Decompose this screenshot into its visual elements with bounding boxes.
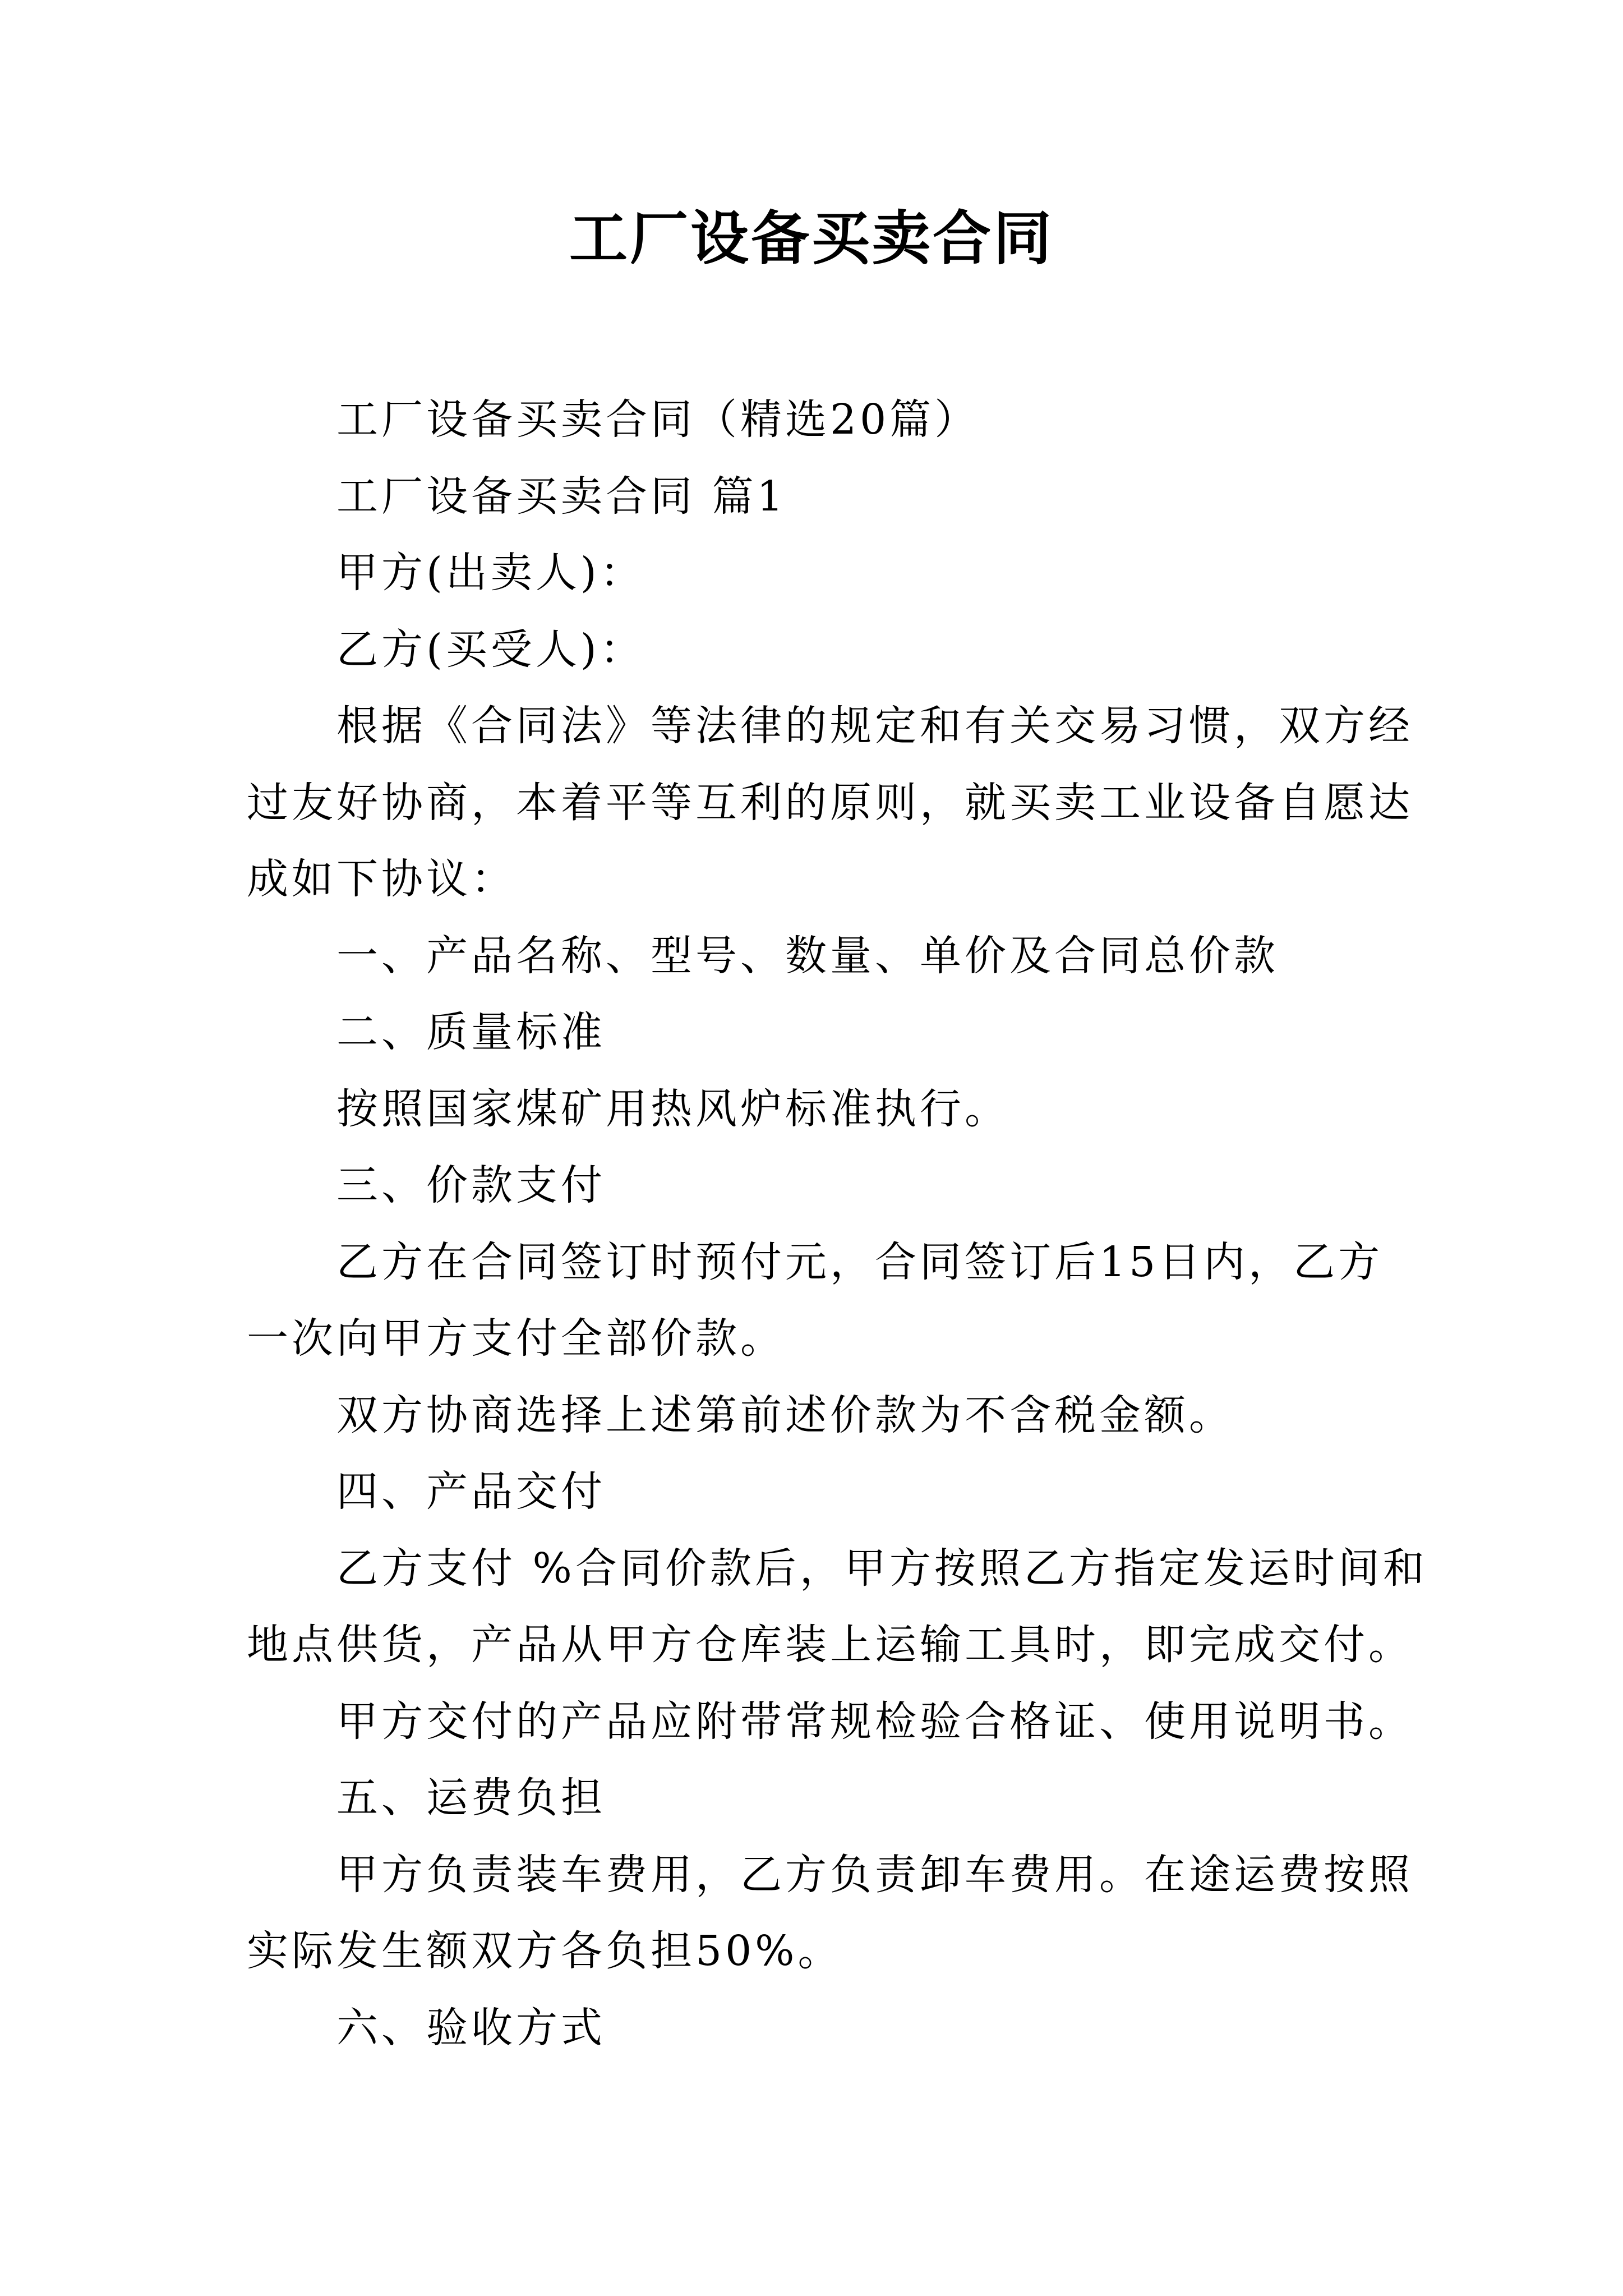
paragraph-line: 四、产品交付 (336, 1467, 606, 1516)
paragraph-line: 一、产品名称、型号、数量、单价及合同总价款 (336, 931, 1279, 980)
paragraph-line: 二、质量标准 (336, 1008, 606, 1056)
document-title: 工厂设备买卖合同 (569, 204, 1054, 273)
paragraph-line: 甲方(出卖人)： (336, 549, 645, 597)
paragraph-line: 根据《合同法》等法律的规定和有关交易习惯，双方经 (336, 702, 1413, 750)
paragraph-line: 成如下协议： (247, 855, 516, 903)
paragraph-line: 乙方(买受人)： (336, 625, 645, 674)
paragraph-line: 六、验收方式 (336, 2003, 606, 2052)
paragraph-line: 过友好协商，本着平等互利的原则，就买卖工业设备自愿达 (247, 778, 1413, 827)
paragraph-line: 双方协商选择上述第前述价款为不含税金额。 (336, 1391, 1234, 1439)
paragraph-line: 甲方交付的产品应附带常规检验合格证、使用说明书。 (336, 1697, 1413, 1746)
paragraph-line: 实际发生额双方各负担50%。 (247, 1927, 843, 1975)
paragraph-line: 甲方负责装车费用，乙方负责卸车费用。在途运费按照 (336, 1850, 1413, 1899)
paragraph-line: 一次向甲方支付全部价款。 (247, 1314, 785, 1363)
paragraph-line: 乙方支付 %合同价款后，甲方按照乙方指定发运时间和 (336, 1544, 1428, 1593)
paragraph-line: 工厂设备买卖合同（精选20篇） (336, 395, 980, 444)
paragraph-line: 乙方在合同签订时预付元，合同签订后15日内，乙方 (336, 1237, 1384, 1286)
paragraph-line: 地点供货，产品从甲方仓库装上运输工具时，即完成交付。 (247, 1621, 1413, 1669)
paragraph-line: 三、价款支付 (336, 1161, 606, 1209)
paragraph-line: 工厂设备买卖合同 篇1 (336, 472, 787, 521)
paragraph-line: 五、运费负担 (336, 1774, 606, 1822)
paragraph-line: 按照国家煤矿用热风炉标准执行。 (336, 1084, 1009, 1133)
document-body (247, 381, 1428, 2066)
